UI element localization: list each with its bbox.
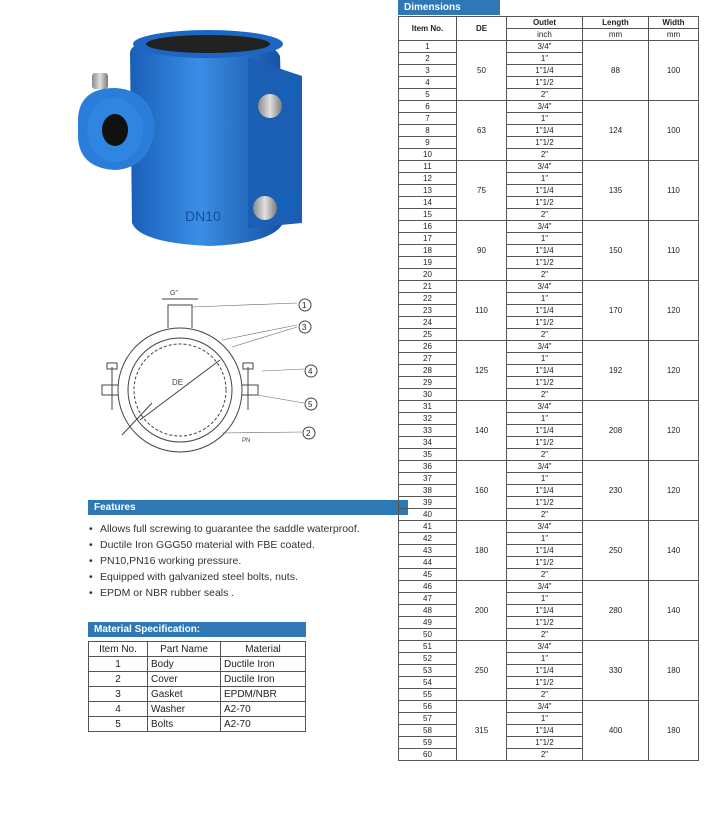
material-cell: Ductile Iron <box>221 657 306 672</box>
item-no-cell: 3 <box>89 687 148 702</box>
header-part-name: Part Name <box>148 642 221 657</box>
table-header-row <box>89 642 306 657</box>
header-material: Material <box>221 642 306 657</box>
callout-3: 3 <box>302 323 307 332</box>
width-cell: 100 <box>649 101 699 161</box>
material-cell: EPDM/NBR <box>221 687 306 702</box>
outlet-cell: 1"1/4 <box>507 65 583 77</box>
item-no-cell: 15 <box>399 209 457 221</box>
outlet-cell: 2" <box>507 209 583 221</box>
de-cell: 140 <box>457 401 507 461</box>
outlet-cell: 1" <box>507 593 583 605</box>
product-photo <box>70 18 320 258</box>
outlet-cell: 1"1/4 <box>507 305 583 317</box>
table-row <box>399 521 699 533</box>
item-no-cell: 14 <box>399 197 457 209</box>
outlet-cell: 2" <box>507 89 583 101</box>
dimension-top-label: G" <box>170 290 178 297</box>
item-no-cell: 2 <box>399 53 457 65</box>
outlet-cell: 3/4" <box>507 281 583 293</box>
unit-width: mm <box>649 29 699 41</box>
table-row <box>399 701 699 713</box>
header-length: Length <box>583 17 649 29</box>
outlet-cell: 2" <box>507 449 583 461</box>
feature-item: • EPDM or NBR rubber seals . <box>88 585 408 601</box>
item-no-cell: 2 <box>89 672 148 687</box>
outlet-cell: 1"1/4 <box>507 125 583 137</box>
outlet-cell: 2" <box>507 569 583 581</box>
item-no-cell: 42 <box>399 533 457 545</box>
outlet-cell: 2" <box>507 629 583 641</box>
item-no-cell: 17 <box>399 233 457 245</box>
table-row <box>399 281 699 293</box>
outlet-cell: 1" <box>507 173 583 185</box>
dimension-de-label: DE <box>172 378 184 387</box>
header-item-no: Item No. <box>89 642 148 657</box>
outlet-cell: 3/4" <box>507 521 583 533</box>
unit-outlet: inch <box>507 29 583 41</box>
header-width: Width <box>649 17 699 29</box>
item-no-cell: 4 <box>89 702 148 717</box>
item-no-cell: 7 <box>399 113 457 125</box>
item-no-cell: 44 <box>399 557 457 569</box>
feature-item: • Ductile Iron GGG50 material with FBE coated. <box>88 537 408 553</box>
de-cell: 180 <box>457 521 507 581</box>
item-no-cell: 58 <box>399 725 457 737</box>
material-cell: Ductile Iron <box>221 672 306 687</box>
material-spec-table <box>88 641 306 732</box>
length-cell: 192 <box>583 341 649 401</box>
table-row <box>89 672 306 687</box>
feature-item: • PN10,PN16 working pressure. <box>88 553 408 569</box>
outlet-cell: 1"1/4 <box>507 485 583 497</box>
item-no-cell: 43 <box>399 545 457 557</box>
outlet-cell: 3/4" <box>507 341 583 353</box>
outlet-cell: 3/4" <box>507 401 583 413</box>
part-name-cell: Cover <box>148 672 221 687</box>
length-cell: 250 <box>583 521 649 581</box>
item-no-cell: 48 <box>399 605 457 617</box>
item-no-cell: 13 <box>399 185 457 197</box>
item-no-cell: 54 <box>399 677 457 689</box>
length-cell: 208 <box>583 401 649 461</box>
material-spec-title: Material Specification: <box>88 622 306 637</box>
item-no-cell: 10 <box>399 149 457 161</box>
material-cell: A2-70 <box>221 717 306 732</box>
casting-mark: DN10 <box>185 208 221 224</box>
outlet-cell: 1"1/2 <box>507 737 583 749</box>
de-cell: 75 <box>457 161 507 221</box>
item-no-cell: 24 <box>399 317 457 329</box>
outlet-cell: 3/4" <box>507 101 583 113</box>
part-name-cell: Body <box>148 657 221 672</box>
outlet-cell: 2" <box>507 329 583 341</box>
item-no-cell: 11 <box>399 161 457 173</box>
outlet-cell: 1"1/4 <box>507 425 583 437</box>
width-cell: 120 <box>649 401 699 461</box>
outlet-cell: 1"1/4 <box>507 665 583 677</box>
outlet-cell: 2" <box>507 149 583 161</box>
outlet-cell: 1" <box>507 233 583 245</box>
item-no-cell: 53 <box>399 665 457 677</box>
outlet-cell: 1"1/2 <box>507 317 583 329</box>
item-no-cell: 60 <box>399 749 457 761</box>
width-cell: 120 <box>649 461 699 521</box>
item-no-cell: 8 <box>399 125 457 137</box>
table-row <box>399 581 699 593</box>
header-outlet: Outlet <box>507 17 583 29</box>
table-row <box>89 657 306 672</box>
table-row <box>89 717 306 732</box>
outlet-cell: 1" <box>507 413 583 425</box>
outlet-cell: 2" <box>507 269 583 281</box>
item-no-cell: 18 <box>399 245 457 257</box>
dimensions-body <box>399 41 699 761</box>
table-row <box>89 702 306 717</box>
item-no-cell: 51 <box>399 641 457 653</box>
item-no-cell: 16 <box>399 221 457 233</box>
part-name-cell: Washer <box>148 702 221 717</box>
table-row <box>399 41 699 53</box>
outlet-cell: 1" <box>507 53 583 65</box>
width-cell: 110 <box>649 161 699 221</box>
item-no-cell: 55 <box>399 689 457 701</box>
callout-1: 1 <box>302 301 307 310</box>
width-cell: 140 <box>649 521 699 581</box>
item-no-cell: 1 <box>89 657 148 672</box>
features-title: Features <box>88 500 408 515</box>
callout-2: 2 <box>306 429 311 438</box>
item-no-cell: 27 <box>399 353 457 365</box>
de-cell: 50 <box>457 41 507 101</box>
outlet-cell: 2" <box>507 389 583 401</box>
item-no-cell: 21 <box>399 281 457 293</box>
de-cell: 63 <box>457 101 507 161</box>
item-no-cell: 28 <box>399 365 457 377</box>
item-no-cell: 35 <box>399 449 457 461</box>
item-no-cell: 59 <box>399 737 457 749</box>
width-cell: 180 <box>649 641 699 701</box>
width-cell: 110 <box>649 221 699 281</box>
dimensions-table <box>398 16 699 761</box>
item-no-cell: 33 <box>399 425 457 437</box>
item-no-cell: 22 <box>399 293 457 305</box>
outlet-cell: 1" <box>507 113 583 125</box>
width-cell: 120 <box>649 341 699 401</box>
outlet-cell: 1"1/4 <box>507 245 583 257</box>
item-no-cell: 38 <box>399 485 457 497</box>
outlet-cell: 3/4" <box>507 161 583 173</box>
outlet-cell: 1"1/2 <box>507 437 583 449</box>
item-no-cell: 52 <box>399 653 457 665</box>
outlet-cell: 2" <box>507 689 583 701</box>
width-cell: 140 <box>649 581 699 641</box>
width-cell: 180 <box>649 701 699 761</box>
item-no-cell: 12 <box>399 173 457 185</box>
outlet-cell: 2" <box>507 509 583 521</box>
item-no-cell: 49 <box>399 617 457 629</box>
outlet-cell: 1"1/4 <box>507 605 583 617</box>
outlet-cell: 3/4" <box>507 701 583 713</box>
table-row <box>399 161 699 173</box>
outlet-cell: 3/4" <box>507 221 583 233</box>
item-no-cell: 32 <box>399 413 457 425</box>
outlet-cell: 1"1/4 <box>507 185 583 197</box>
de-cell: 110 <box>457 281 507 341</box>
de-cell: 315 <box>457 701 507 761</box>
outlet-cell: 1"1/2 <box>507 557 583 569</box>
item-no-cell: 9 <box>399 137 457 149</box>
item-no-cell: 34 <box>399 437 457 449</box>
de-cell: 200 <box>457 581 507 641</box>
outlet-cell: 1"1/4 <box>507 725 583 737</box>
length-cell: 88 <box>583 41 649 101</box>
item-no-cell: 25 <box>399 329 457 341</box>
material-cell: A2-70 <box>221 702 306 717</box>
de-cell: 160 <box>457 461 507 521</box>
header-de: DE <box>457 17 507 41</box>
table-row <box>399 221 699 233</box>
outlet-cell: 2" <box>507 749 583 761</box>
feature-item: • Allows full screwing to guarantee the saddle waterproof. <box>88 521 408 537</box>
width-cell: 120 <box>649 281 699 341</box>
length-cell: 280 <box>583 581 649 641</box>
item-no-cell: 39 <box>399 497 457 509</box>
outlet-cell: 1"1/4 <box>507 545 583 557</box>
item-no-cell: 6 <box>399 101 457 113</box>
item-no-cell: 56 <box>399 701 457 713</box>
table-row <box>399 341 699 353</box>
length-cell: 400 <box>583 701 649 761</box>
outlet-cell: 1"1/2 <box>507 377 583 389</box>
length-cell: 170 <box>583 281 649 341</box>
header-item-no: Item No. <box>399 17 457 41</box>
item-no-cell: 19 <box>399 257 457 269</box>
part-name-cell: Gasket <box>148 687 221 702</box>
outlet-cell: 1" <box>507 353 583 365</box>
unit-length: mm <box>583 29 649 41</box>
item-no-cell: 41 <box>399 521 457 533</box>
features-section <box>88 500 408 601</box>
callout-5: 5 <box>308 400 313 409</box>
item-no-cell: 3 <box>399 65 457 77</box>
outlet-cell: 1" <box>507 293 583 305</box>
features-list <box>88 521 408 601</box>
item-no-cell: 26 <box>399 341 457 353</box>
outlet-cell: 3/4" <box>507 461 583 473</box>
outlet-cell: 1"1/4 <box>507 365 583 377</box>
outlet-cell: 1"1/2 <box>507 677 583 689</box>
table-row <box>399 101 699 113</box>
length-cell: 150 <box>583 221 649 281</box>
item-no-cell: 5 <box>89 717 148 732</box>
outlet-cell: 1"1/2 <box>507 137 583 149</box>
length-cell: 135 <box>583 161 649 221</box>
dimensions-section <box>398 0 698 761</box>
item-no-cell: 4 <box>399 77 457 89</box>
outlet-cell: 1" <box>507 653 583 665</box>
item-no-cell: 47 <box>399 593 457 605</box>
outlet-cell: 1" <box>507 473 583 485</box>
part-name-cell: Bolts <box>148 717 221 732</box>
table-row <box>399 401 699 413</box>
item-no-cell: 23 <box>399 305 457 317</box>
de-cell: 250 <box>457 641 507 701</box>
item-no-cell: 5 <box>399 89 457 101</box>
outlet-cell: 1"1/2 <box>507 617 583 629</box>
item-no-cell: 20 <box>399 269 457 281</box>
dimension-pn-label: PN <box>242 438 251 444</box>
outlet-cell: 1"1/2 <box>507 257 583 269</box>
dimensions-title: Dimensions <box>398 0 500 15</box>
outlet-cell: 1"1/2 <box>507 497 583 509</box>
outlet-cell: 1"1/2 <box>507 197 583 209</box>
outlet-cell: 1"1/2 <box>507 77 583 89</box>
item-no-cell: 1 <box>399 41 457 53</box>
material-spec-section <box>88 622 306 732</box>
length-cell: 230 <box>583 461 649 521</box>
item-no-cell: 31 <box>399 401 457 413</box>
item-no-cell: 46 <box>399 581 457 593</box>
table-row <box>399 641 699 653</box>
feature-item: • Equipped with galvanized steel bolts, nuts. <box>88 569 408 585</box>
item-no-cell: 45 <box>399 569 457 581</box>
item-no-cell: 36 <box>399 461 457 473</box>
table-row <box>89 687 306 702</box>
item-no-cell: 57 <box>399 713 457 725</box>
de-cell: 90 <box>457 221 507 281</box>
table-row <box>399 461 699 473</box>
outlet-cell: 1" <box>507 533 583 545</box>
length-cell: 124 <box>583 101 649 161</box>
outlet-cell: 1" <box>507 713 583 725</box>
item-no-cell: 40 <box>399 509 457 521</box>
item-no-cell: 37 <box>399 473 457 485</box>
item-no-cell: 29 <box>399 377 457 389</box>
de-cell: 125 <box>457 341 507 401</box>
item-no-cell: 50 <box>399 629 457 641</box>
width-cell: 100 <box>649 41 699 101</box>
outlet-cell: 3/4" <box>507 641 583 653</box>
item-no-cell: 30 <box>399 389 457 401</box>
outlet-cell: 3/4" <box>507 581 583 593</box>
callout-4: 4 <box>308 367 313 376</box>
table-header-row <box>399 17 699 29</box>
length-cell: 330 <box>583 641 649 701</box>
cross-section-drawing <box>92 285 332 485</box>
outlet-cell: 3/4" <box>507 41 583 53</box>
